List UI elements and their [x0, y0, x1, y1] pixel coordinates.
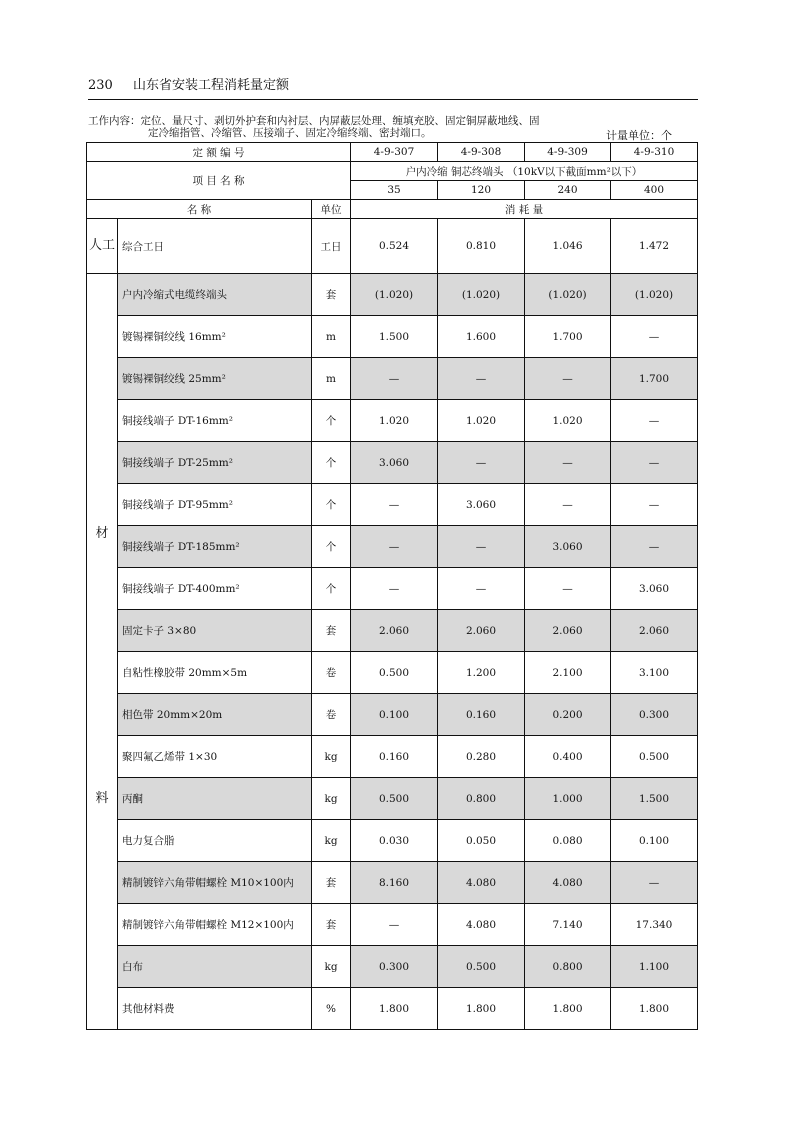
value-cell: 4.080: [438, 904, 525, 946]
value-cell: 1.500: [351, 316, 438, 358]
value-cell: 0.500: [438, 946, 525, 988]
value-cell: —: [611, 484, 698, 526]
value-cell: —: [438, 358, 525, 400]
item-desc-row: [87, 162, 698, 181]
value-cell: —: [525, 442, 611, 484]
col-unit-header: 单位: [312, 200, 351, 219]
size-cell: 240: [525, 181, 611, 200]
item-unit: 套: [312, 610, 351, 652]
item-unit: 工日: [312, 219, 351, 274]
size-cell: 120: [438, 181, 525, 200]
value-cell: 1.020: [525, 400, 611, 442]
col-name-header: 名 称: [87, 200, 312, 219]
page-number: 230: [88, 78, 113, 93]
value-cell: 0.100: [351, 694, 438, 736]
value-cell: —: [438, 442, 525, 484]
value-cell: —: [351, 358, 438, 400]
item-unit: 个: [312, 442, 351, 484]
item-name: 镀锡裸铜绞线 25mm²: [118, 358, 312, 400]
item-name: 自粘性橡胶带 20mm×5m: [118, 652, 312, 694]
value-cell: 0.100: [611, 820, 698, 862]
value-cell: —: [525, 568, 611, 610]
value-cell: 1.046: [525, 219, 611, 274]
item-unit: kg: [312, 778, 351, 820]
code-cell: 4-9-310: [611, 143, 698, 162]
table-row: [87, 484, 698, 526]
item-name: 丙酮: [118, 778, 312, 820]
col-consumption-header: 消 耗 量: [351, 200, 698, 219]
column-header-row: [87, 200, 698, 219]
item-name: 户内冷缩式电缆终端头: [118, 274, 312, 316]
value-cell: 7.140: [525, 904, 611, 946]
table-row: [87, 568, 698, 610]
value-cell: 4.080: [438, 862, 525, 904]
material-label-top: 材: [95, 526, 109, 541]
book-title: 山东省安装工程消耗量定额: [132, 78, 289, 93]
value-cell: 0.300: [351, 946, 438, 988]
item-name: 白布: [118, 946, 312, 988]
item-unit: %: [312, 988, 351, 1030]
value-cell: —: [351, 526, 438, 568]
value-cell: (1.020): [351, 274, 438, 316]
value-cell: 3.060: [351, 442, 438, 484]
value-cell: 0.800: [438, 778, 525, 820]
table-row: [87, 862, 698, 904]
item-name: 镀锡裸铜绞线 16mm²: [118, 316, 312, 358]
measurement-unit: 计量单位：个: [606, 129, 672, 142]
value-cell: —: [611, 316, 698, 358]
item-name: 固定卡子 3×80: [118, 610, 312, 652]
value-cell: —: [611, 862, 698, 904]
value-cell: 1.800: [438, 988, 525, 1030]
page-header: [88, 74, 289, 93]
item-unit: 个: [312, 400, 351, 442]
item-unit: 个: [312, 526, 351, 568]
work-content-line1: 工作内容：定位、量尺寸、剥切外护套和内衬层、内屏蔽层处理、缠填充胶、固定铜屏蔽地线、固: [88, 115, 540, 127]
size-cell: 400: [611, 181, 698, 200]
item-unit: m: [312, 358, 351, 400]
value-cell: —: [438, 568, 525, 610]
value-cell: 3.060: [525, 526, 611, 568]
item-name: 其他材料费: [118, 988, 312, 1030]
value-cell: 1.700: [611, 358, 698, 400]
code-cell: 4-9-308: [438, 143, 525, 162]
quota-code-row: [87, 143, 698, 162]
item-name-label: 项 目 名 称: [87, 162, 351, 200]
item-unit: 个: [312, 484, 351, 526]
value-cell: 1.020: [438, 400, 525, 442]
value-cell: 1.700: [525, 316, 611, 358]
value-cell: (1.020): [525, 274, 611, 316]
value-cell: 1.800: [351, 988, 438, 1030]
value-cell: 1.472: [611, 219, 698, 274]
value-cell: —: [351, 568, 438, 610]
value-cell: 3.060: [438, 484, 525, 526]
value-cell: 0.030: [351, 820, 438, 862]
code-cell: 4-9-307: [351, 143, 438, 162]
value-cell: —: [525, 358, 611, 400]
table-row: [87, 400, 698, 442]
value-cell: 3.060: [611, 568, 698, 610]
value-cell: 0.200: [525, 694, 611, 736]
item-unit: 卷: [312, 694, 351, 736]
value-cell: —: [438, 526, 525, 568]
item-name: 相色带 20mm×20m: [118, 694, 312, 736]
item-unit: 套: [312, 904, 351, 946]
value-cell: 4.080: [525, 862, 611, 904]
item-name: 精制镀锌六角带帽螺栓 M12×100内: [118, 904, 312, 946]
item-unit: m: [312, 316, 351, 358]
header-rule: [88, 99, 698, 100]
value-cell: —: [611, 526, 698, 568]
value-cell: 8.160: [351, 862, 438, 904]
value-cell: —: [611, 400, 698, 442]
item-unit: 套: [312, 862, 351, 904]
value-cell: 0.500: [351, 652, 438, 694]
item-unit: 套: [312, 274, 351, 316]
value-cell: 0.524: [351, 219, 438, 274]
value-cell: 2.060: [525, 610, 611, 652]
item-name: 铜接线端子 DT-95mm²: [118, 484, 312, 526]
table-row: [87, 219, 698, 274]
value-cell: 1.020: [351, 400, 438, 442]
value-cell: 2.060: [611, 610, 698, 652]
value-cell: 0.500: [611, 736, 698, 778]
value-cell: 3.100: [611, 652, 698, 694]
value-cell: 0.080: [525, 820, 611, 862]
value-cell: —: [351, 904, 438, 946]
quota-code-label: 定 额 编 号: [87, 143, 351, 162]
item-name: 铜接线端子 DT-16mm²: [118, 400, 312, 442]
item-unit: kg: [312, 736, 351, 778]
value-cell: 0.400: [525, 736, 611, 778]
table-row: [87, 652, 698, 694]
table-row: [87, 526, 698, 568]
value-cell: 0.500: [351, 778, 438, 820]
labor-category: 人工: [87, 219, 118, 274]
item-name: 精制镀锌六角带帽螺栓 M10×100内: [118, 862, 312, 904]
table-row: [87, 316, 698, 358]
value-cell: (1.020): [438, 274, 525, 316]
value-cell: 2.100: [525, 652, 611, 694]
value-cell: 2.060: [438, 610, 525, 652]
material-label-bottom: 料: [95, 791, 109, 806]
table-row: [87, 694, 698, 736]
value-cell: 17.340: [611, 904, 698, 946]
value-cell: 1.500: [611, 778, 698, 820]
item-name: 聚四氟乙烯带 1×30: [118, 736, 312, 778]
item-unit: kg: [312, 946, 351, 988]
value-cell: 1.800: [525, 988, 611, 1030]
table-row: [87, 610, 698, 652]
material-category: [87, 274, 118, 1030]
value-cell: 1.200: [438, 652, 525, 694]
value-cell: 0.300: [611, 694, 698, 736]
value-cell: 0.280: [438, 736, 525, 778]
table-row: [87, 736, 698, 778]
item-name: 铜接线端子 DT-400mm²: [118, 568, 312, 610]
value-cell: —: [351, 484, 438, 526]
value-cell: —: [525, 484, 611, 526]
table-row: [87, 442, 698, 484]
value-cell: 0.160: [351, 736, 438, 778]
table-row: [87, 820, 698, 862]
value-cell: 0.160: [438, 694, 525, 736]
value-cell: 2.060: [351, 610, 438, 652]
quota-table: [86, 142, 698, 1030]
value-cell: 1.000: [525, 778, 611, 820]
value-cell: 1.100: [611, 946, 698, 988]
code-cell: 4-9-309: [525, 143, 611, 162]
value-cell: (1.020): [611, 274, 698, 316]
value-cell: 0.800: [525, 946, 611, 988]
table-row: [87, 904, 698, 946]
item-name: 综合工日: [118, 219, 312, 274]
item-name: 铜接线端子 DT-185mm²: [118, 526, 312, 568]
work-content-line2: 定冷缩指管、冷缩管、压接端子、固定冷缩终端、密封端口。: [148, 127, 432, 139]
table-row: [87, 946, 698, 988]
item-unit: kg: [312, 820, 351, 862]
item-name: 铜接线端子 DT-25mm²: [118, 442, 312, 484]
value-cell: 1.600: [438, 316, 525, 358]
value-cell: 0.810: [438, 219, 525, 274]
item-unit: 个: [312, 568, 351, 610]
item-name: 电力复合脂: [118, 820, 312, 862]
size-cell: 35: [351, 181, 438, 200]
value-cell: 0.050: [438, 820, 525, 862]
item-desc: 户内冷缩 铜芯终端头 （10kV以下截面mm²以下）: [351, 162, 698, 181]
table-row: [87, 778, 698, 820]
item-unit: 卷: [312, 652, 351, 694]
value-cell: —: [611, 442, 698, 484]
table-row: [87, 358, 698, 400]
value-cell: 1.800: [611, 988, 698, 1030]
table-row: [87, 274, 698, 316]
table-row: [87, 988, 698, 1030]
